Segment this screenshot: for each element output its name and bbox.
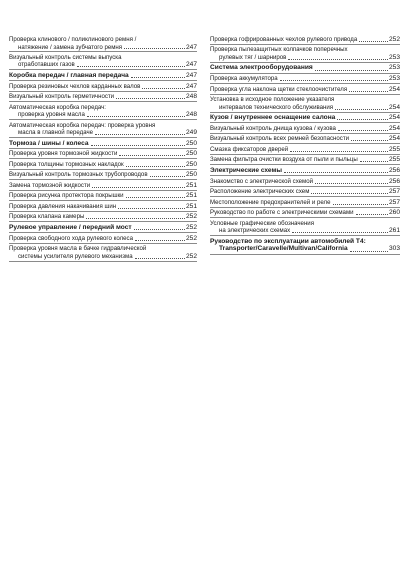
dot-leader: [350, 251, 388, 252]
toc-entry-title: Визуальный контроль герметичности: [9, 93, 115, 101]
toc-entry[interactable]: [210, 46, 400, 62]
toc-page-number: 251: [185, 181, 197, 189]
toc-entry[interactable]: [9, 36, 197, 52]
toc-entry-line-continued: [210, 245, 400, 253]
toc-entry-line: [210, 199, 400, 207]
toc-page-number: 254: [388, 85, 400, 93]
toc-entry-line: [210, 209, 400, 217]
toc-page-number: 253: [388, 64, 400, 72]
toc-entry-title: Кузов / внутреннее оснащение салона: [210, 114, 336, 122]
toc-entry-title: Знакомство с электрической схемой: [210, 177, 314, 185]
toc-entry-line: [210, 146, 400, 154]
dot-leader: [292, 232, 388, 233]
toc-entry[interactable]: [210, 188, 400, 197]
toc-page-number: 252: [388, 36, 400, 43]
toc-entry-line: [9, 192, 197, 200]
toc-entry[interactable]: [9, 171, 197, 180]
toc-entry-line-continued: [9, 61, 197, 69]
toc-entry-line-continued: [9, 111, 197, 119]
toc-entry-line: [9, 83, 197, 91]
toc-entry-title-continued: рулевых тяг / шарниров: [219, 53, 287, 61]
dot-leader: [351, 140, 388, 141]
dot-leader: [333, 204, 388, 205]
dot-leader: [92, 187, 185, 188]
toc-entry-line: [210, 220, 400, 228]
toc-entry-line: [9, 72, 197, 80]
toc-entry[interactable]: [9, 150, 197, 159]
toc-entry[interactable]: [9, 54, 197, 70]
dot-leader: [315, 183, 388, 184]
toc-entry-line: [210, 86, 400, 94]
toc-entry-line: [210, 125, 400, 133]
toc-entry-title: Автоматическая коробка передач: проверка уровня: [9, 121, 156, 129]
toc-entry-line-continued: [9, 44, 197, 52]
toc-page-number: 253: [388, 53, 400, 61]
toc-entry-line: [210, 135, 400, 143]
toc-page-number: 257: [388, 188, 400, 196]
toc-page-number: 254: [388, 135, 400, 143]
dot-leader: [95, 134, 185, 135]
toc-entry-line: [9, 182, 197, 190]
dot-leader: [124, 48, 185, 49]
toc-entry-line: [210, 75, 400, 83]
toc-section-entry[interactable]: [210, 114, 400, 123]
toc-entry-title: Проверка гофрированных чехлов рулевого привода: [210, 36, 358, 43]
dot-leader: [150, 176, 185, 177]
dot-leader: [359, 41, 388, 42]
toc-page-number: 250: [185, 150, 197, 158]
toc-entry-line: [9, 224, 197, 232]
toc-entry-title: Руководство по эксплуатации автомобилей T4:: [210, 237, 366, 245]
dot-leader: [360, 161, 388, 162]
toc-page-number: 252: [185, 213, 197, 221]
toc-entry-line: [210, 46, 400, 54]
toc-section-entry[interactable]: [210, 64, 400, 73]
toc-page-number: 249: [185, 129, 197, 137]
dot-leader: [126, 166, 185, 167]
toc-entry[interactable]: [210, 135, 400, 144]
toc-entry-title-continued: системы усилителя рулевого механизма: [18, 252, 133, 260]
toc-entry[interactable]: [9, 192, 197, 201]
dot-leader: [311, 193, 388, 194]
toc-entry[interactable]: [210, 125, 400, 134]
toc-entry-line: [9, 104, 197, 112]
toc-page-number: 248: [185, 111, 197, 119]
toc-entry-title: Рулевое управление / передний мост: [9, 223, 132, 231]
toc-entry-title-continued: интервалов технического обслуживания: [219, 103, 334, 111]
toc-entry-title: Проверка свободного хода рулевого колеса: [9, 234, 133, 242]
toc-page-number: 247: [185, 61, 197, 69]
dot-leader: [280, 80, 388, 81]
toc-entry-title: Проверка угла наклона щетки стеклоочистителя: [210, 85, 348, 93]
dot-leader: [337, 119, 388, 120]
toc-page-number: 253: [388, 75, 400, 83]
toc-entry-title: Местоположение предохранителей и реле: [210, 198, 331, 206]
toc-entry-title: Проверка аккумулятора: [210, 75, 278, 83]
toc-entry-line: [210, 156, 400, 164]
toc-entry-title: Коробка передач / главная передача: [9, 71, 129, 79]
toc-section-entry[interactable]: [210, 167, 400, 176]
toc-page-number: 254: [388, 124, 400, 132]
toc-entry-title: Расположение электрических схем: [210, 188, 310, 196]
toc-entry-line-continued: [9, 129, 197, 137]
toc-entry-line-continued: [210, 227, 400, 235]
toc-page-number: 250: [185, 160, 197, 168]
toc-entry-line: [9, 235, 197, 243]
toc-section-entry[interactable]: [210, 238, 400, 255]
dot-leader: [77, 66, 185, 67]
toc-entry-title: Тормоза / шины / колеса: [9, 139, 89, 147]
dot-leader: [134, 229, 185, 230]
toc-section-entry[interactable]: [9, 72, 197, 81]
toc-entry-title: Проверка уровня масла в бачке гидравлической: [9, 245, 147, 253]
dot-leader: [116, 98, 185, 99]
toc-page-number: 260: [388, 209, 400, 217]
toc-entry-title-continued: натяжение / замена зубчатого ремня: [18, 43, 123, 51]
toc-entry-line-continued: [210, 54, 400, 62]
toc-entry-line: [9, 54, 197, 62]
toc-page-number: 252: [185, 252, 197, 260]
toc-entry-title-continued: масла в главной передаче: [18, 129, 94, 137]
toc-entry-line: [9, 140, 197, 148]
toc-entry-title: Проверка клинового / поликлинового ремня /: [9, 36, 137, 43]
toc-entry-title: Визуальный контроль днища кузова / кузова: [210, 124, 336, 132]
toc-entry-line: [210, 96, 400, 104]
toc-entry-title: Проверка клапана камеры: [9, 213, 85, 221]
toc-entry-title: Электрические схемы: [210, 166, 283, 174]
toc-entry-title-continued: проверка уровня масла: [18, 111, 85, 119]
toc-entry-line: [9, 93, 197, 101]
toc-page-number: 251: [185, 202, 197, 210]
toc-entry[interactable]: [210, 178, 400, 187]
toc-entry-line-continued: [210, 104, 400, 112]
toc-entry-title: Визуальный контроль тормозных трубопроводов: [9, 171, 148, 179]
toc-entry-title: Условные графические обозначения: [210, 219, 315, 227]
dot-leader: [119, 155, 185, 156]
toc-entry-title: Замена фильтра очистки воздуха от пыли и пыльцы: [210, 156, 358, 164]
dot-leader: [290, 151, 388, 152]
toc-entry[interactable]: [9, 245, 197, 261]
toc-entry-title: Система электрооборудования: [210, 64, 313, 72]
toc-entry-line: [9, 122, 197, 130]
toc-entry-title-continued: Transporter/Caravelle/Multivan/California: [219, 245, 348, 253]
dot-leader: [338, 130, 388, 131]
toc-section-entry[interactable]: [9, 224, 197, 233]
toc-entry-line: [9, 36, 197, 44]
toc-page-number: 252: [185, 223, 197, 231]
toc-page-number: 247: [185, 71, 197, 79]
dot-leader: [135, 258, 185, 259]
toc-entry[interactable]: [9, 104, 197, 120]
toc-entry[interactable]: [210, 146, 400, 155]
toc-entry-line: [210, 167, 400, 175]
toc-entry-line: [210, 188, 400, 196]
toc-page-number: 250: [185, 171, 197, 179]
dot-leader: [335, 109, 388, 110]
toc-entry-line: [210, 36, 400, 44]
toc-entry-title: Проверка давления накачивания шин: [9, 202, 117, 210]
toc-entry[interactable]: [9, 161, 197, 170]
toc-entry[interactable]: [9, 93, 197, 102]
toc-entry-line: [9, 150, 197, 158]
dot-leader: [131, 77, 185, 78]
dot-leader: [142, 88, 185, 89]
toc-entry-title-continued: на электрических схемах: [219, 227, 291, 235]
toc-entry[interactable]: [210, 209, 400, 218]
toc-entry-line: [210, 178, 400, 186]
toc-entry-title: Проверка толщины тормозных накладок: [9, 160, 124, 168]
toc-entry-line: [9, 245, 197, 253]
toc-entry[interactable]: [210, 199, 400, 208]
toc-entry[interactable]: [9, 203, 197, 212]
toc-right-column: [210, 36, 400, 256]
toc-entry[interactable]: [9, 235, 197, 244]
toc-entry[interactable]: [210, 156, 400, 165]
dot-leader: [356, 214, 388, 215]
toc-page-number: 303: [388, 245, 400, 253]
toc-entry-title: Визуальный контроль системы выпуска: [9, 53, 122, 61]
toc-entry-line: [9, 203, 197, 211]
toc-entry-title: Автоматическая коробка передач:: [9, 103, 106, 111]
toc-entry-title: Установка в исходное положение указателя: [210, 96, 335, 104]
toc-entry-line: [9, 213, 197, 221]
dot-leader: [126, 197, 185, 198]
toc-entry[interactable]: [9, 213, 197, 222]
dot-leader: [284, 172, 388, 173]
toc-entry-line: [210, 114, 400, 122]
toc-page-number: 254: [388, 114, 400, 122]
toc-entry-title: Проверка рисунка протектора покрышки: [9, 192, 124, 200]
toc-entry[interactable]: [210, 86, 400, 95]
toc-entry[interactable]: [210, 220, 400, 236]
toc-entry-line: [9, 161, 197, 169]
dot-leader: [118, 208, 185, 209]
toc-page-number: 261: [388, 227, 400, 235]
dot-leader: [315, 70, 388, 71]
toc-entry-line: [210, 64, 400, 72]
toc-entry[interactable]: [9, 182, 197, 191]
toc-entry-title: Замена тормозной жидкости: [9, 181, 91, 189]
toc-entry-title: Смазка фиксаторов дверей: [210, 145, 289, 153]
toc-entry-title: Проверка резиновых чехлов карданных валов: [9, 82, 141, 90]
toc-entry-title-continued: отработавших газов: [18, 61, 75, 69]
toc-entry-title: Руководство по работе с электрическими схемами: [210, 209, 354, 217]
toc-page-number: 255: [388, 145, 400, 153]
dot-leader: [86, 218, 185, 219]
toc-entry[interactable]: [9, 83, 197, 92]
toc-page-number: 251: [185, 192, 197, 200]
dot-leader: [87, 116, 185, 117]
toc-page-number: 247: [185, 43, 197, 51]
toc-entry-title: Проверка уровня тормозной жидкости: [9, 150, 118, 158]
toc-page-number: 255: [388, 156, 400, 164]
toc-left-column: [9, 36, 197, 263]
toc-entry[interactable]: [210, 36, 400, 45]
toc-page-number: 252: [185, 234, 197, 242]
dot-leader: [91, 145, 185, 146]
toc-entry-line: [9, 171, 197, 179]
dot-leader: [288, 59, 388, 60]
toc-page-number: 257: [388, 198, 400, 206]
dot-leader: [135, 240, 185, 241]
toc-section-entry[interactable]: [9, 140, 197, 149]
toc-entry[interactable]: [210, 96, 400, 112]
toc-entry[interactable]: [210, 75, 400, 84]
toc-entry-title: Проверка пылезащитных колпачков поперечных: [210, 46, 348, 54]
toc-page-number: 250: [185, 139, 197, 147]
toc-page-number: 256: [388, 166, 400, 174]
toc-entry-line-continued: [9, 253, 197, 261]
toc-page-number: 254: [388, 103, 400, 111]
toc-page-number: 248: [185, 93, 197, 101]
toc-entry-line: [210, 238, 400, 246]
toc-page-number: 256: [388, 177, 400, 185]
toc-entry[interactable]: [9, 122, 197, 138]
toc-entry-title: Визуальный контроль всех ремней безопасности: [210, 135, 350, 143]
toc-page-number: 247: [185, 82, 197, 90]
dot-leader: [349, 91, 388, 92]
